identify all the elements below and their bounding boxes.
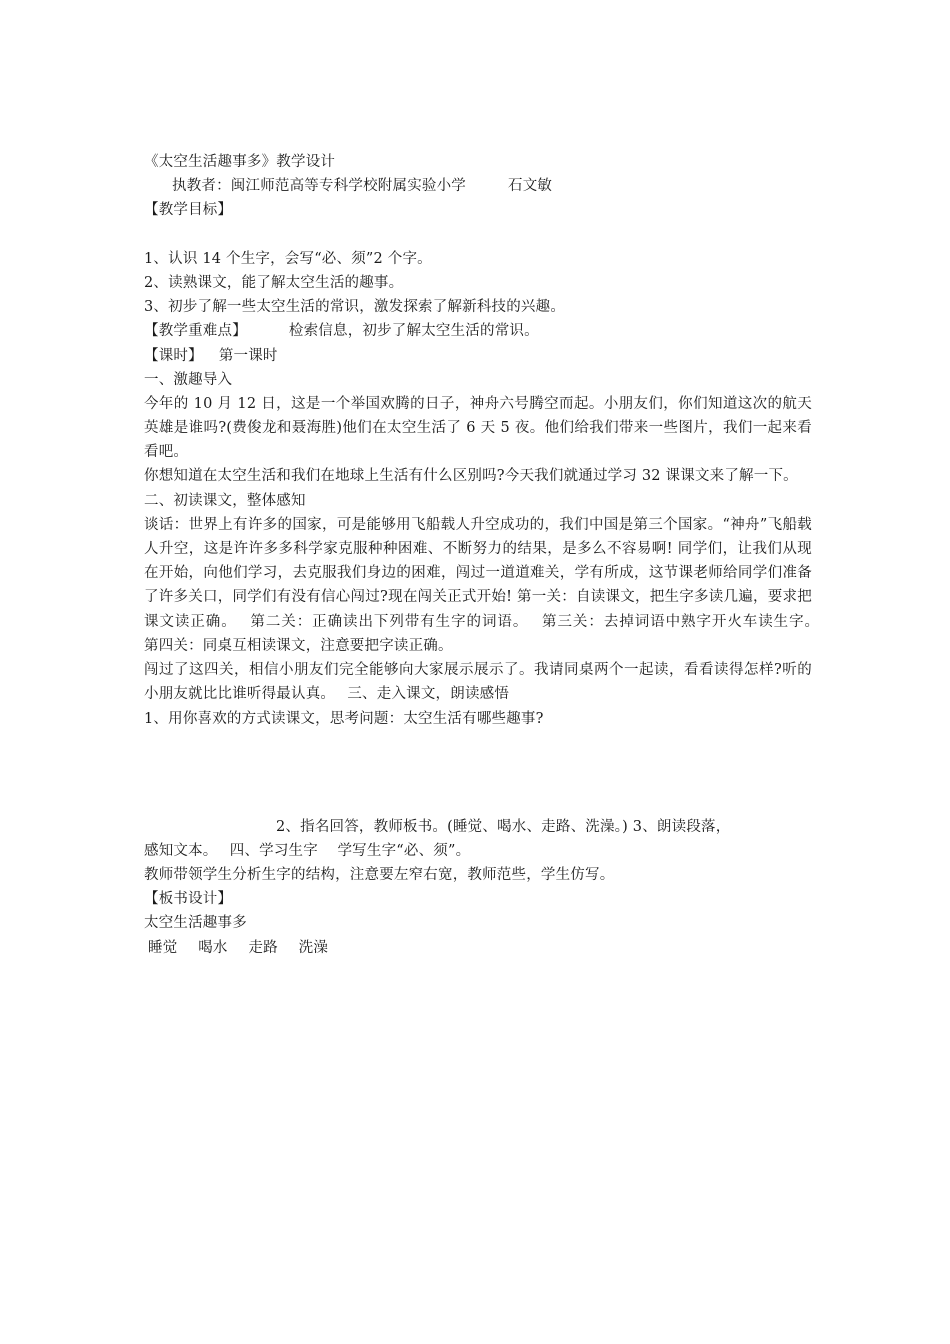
author-line	[144, 174, 812, 198]
board-word-wash: 洗澡	[298, 939, 329, 956]
section3-question-1: 1、用你喜欢的方式读课文，思考问题：太空生活有哪些趣事?	[144, 710, 544, 727]
blank-gap	[144, 731, 812, 815]
section3-answer-rest: 感知文本。 四、学习生字 学写生字“必、须”。	[144, 842, 471, 859]
board-word-drink: 喝水	[198, 939, 228, 956]
blank-line	[144, 223, 812, 247]
section2-paragraph-2: 闯过了这四关，相信小朋友们完全能够向大家展示展示了。我请同桌两个一起读，看看读得怎样?听的小朋友就比比谁听得最认真。 三、走入课文，朗读感悟	[144, 662, 812, 703]
section1-title: 一、激趣导入	[144, 371, 233, 388]
section4-paragraph: 教师带领学生分析生字的结构，注意要左窄右宽，教师范些，学生仿写。	[144, 867, 615, 884]
author-name: 石文敏	[508, 178, 553, 195]
section1-paragraph-2: 你想知道在太空生活和我们在地球上生活有什么区别吗?今天我们就通过学习 32 课课文来了解一下。	[144, 468, 798, 485]
board-word-sleep: 睡觉	[148, 939, 178, 956]
key-heading: 【教学重难点】	[144, 323, 247, 340]
section1-paragraph-1: 今年的 10 月 12 日，这是一个举国欢腾的日子，神舟六号腾空而起。小朋友们，你们知道这次的航天英雄是谁吗?(费俊龙和聂海胜)他们在太空生活了 6 天 5 夜。他们给我们带来一些图片，我们一起来看看吧。	[144, 395, 812, 461]
goal-item-2: 2、读熟课文，能了解太空生活的趣事。	[144, 274, 404, 291]
document-title: 《太空生活趣事多》教学设计	[144, 154, 336, 170]
goal-item-3: 3、初步了解一些太空生活的常识，激发探索了解新科技的兴趣。	[144, 299, 566, 316]
key-text: 检索信息，初步了解太空生活的常识。	[288, 323, 539, 340]
key-points-line	[144, 319, 812, 343]
goal-item-1: 1、认识 14 个生字，会写“必、须”2 个字。	[144, 250, 432, 267]
board-title: 太空生活趣事多	[144, 915, 247, 932]
section2-paragraph-1: 谈话：世界上有许多的国家，可是能够用飞船载人升空成功的，我们中国是第三个国家。“神舟”飞船载人升空，这是许许多多科学家克服种种困难、不断努力的结果，是多么不容易啊! 同学们，让我们从现在开始，向他们学习，去克服我们身边的困难，闯过一道道难关，学有所成，这节课老师给同学们准备了许多关口，同学们有没有信心闯过?现在闯关正式开始! 第一关：自读课文，把生字多读几遍，要求把课文读正确。 第二关：正确读出下列带有生字的词语。 第三关：去掉词语中熟字开火车读生字。 第四关：同桌互相读课文，注意要把字读正确。	[144, 516, 832, 654]
board-word-walk: 走路	[248, 939, 278, 956]
author-prefix: 执教者：闽江师范高等专科学校附属实验小学	[172, 178, 466, 195]
board-heading: 【板书设计】	[144, 891, 233, 908]
section2-title: 二、初读课文，整体感知	[144, 492, 306, 509]
period-heading: 【课时】	[144, 347, 203, 364]
period-text: 第一课时	[218, 347, 278, 364]
section3-answer-lead: 2、指名回答，教师板书。(睡觉、喝水、走路、洗澡。) 3、朗读段落，	[276, 818, 731, 835]
goals-heading: 【教学目标】	[144, 202, 233, 219]
document-page	[144, 150, 832, 960]
period-line	[144, 344, 812, 368]
board-words	[144, 936, 812, 960]
